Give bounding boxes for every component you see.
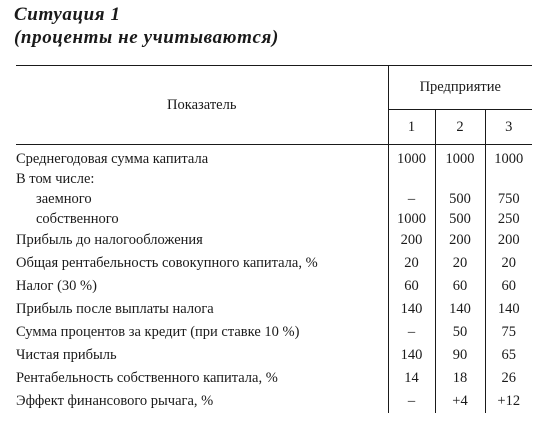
column-header-3: 3 [485, 110, 532, 145]
row-label: Среднегодовая сумма капитала [16, 145, 388, 170]
table-row [16, 209, 532, 229]
cell-value: 140 [400, 347, 423, 363]
cell-value: 75 [485, 321, 532, 344]
cell-value: 60 [485, 275, 532, 298]
row-label: Общая рентабельность совокупного капитала, % [16, 252, 388, 275]
cell-value: – [407, 190, 416, 207]
column-header-2: 2 [435, 110, 485, 145]
table-row [16, 367, 532, 390]
enterprise-header: Предприятие [388, 66, 532, 110]
cell-value: 500 [435, 209, 485, 229]
cell-value: 20 [435, 252, 485, 275]
cell-value: 65 [485, 344, 532, 367]
row-label: Прибыль до налогообложения [16, 229, 388, 252]
cell-value: – [407, 324, 416, 340]
cell-value: 26 [485, 367, 532, 390]
cell-value: 200 [435, 229, 485, 252]
table-row [16, 229, 532, 252]
cell-value: 60 [404, 278, 419, 294]
cell-value: – [407, 393, 416, 409]
cell-value: 1000 [397, 210, 426, 227]
row-label: Налог (30 %) [16, 275, 388, 298]
table-row [16, 344, 532, 367]
table-row [16, 252, 532, 275]
column-header-1: 1 [388, 110, 435, 145]
cell-value: 250 [485, 209, 532, 229]
cell-value: 500 [435, 189, 485, 209]
cell-value: 60 [435, 275, 485, 298]
row-label: заемного [16, 189, 388, 209]
leverage-table [16, 65, 532, 413]
cell-value: 50 [435, 321, 485, 344]
situation-subtitle: (проценты не учитываются) [14, 27, 279, 48]
table-row [16, 390, 532, 413]
row-label: Прибыль после выплаты налога [16, 298, 388, 321]
cell-value: 20 [404, 255, 419, 271]
row-label: В том числе: [16, 169, 388, 189]
row-label: собственного [16, 209, 388, 229]
cell-value: 20 [485, 252, 532, 275]
cell-value: 90 [435, 344, 485, 367]
indicator-header: Показатель [16, 66, 388, 145]
cell-value: 14 [404, 370, 419, 386]
row-label: Рентабельность собственного капитала, % [16, 367, 388, 390]
table-row [16, 321, 532, 344]
row-label: Чистая прибыль [16, 344, 388, 367]
row-label: Эффект финансового рычага, % [16, 390, 388, 413]
cell-value: 18 [435, 367, 485, 390]
cell-value: 200 [485, 229, 532, 252]
row-label: Сумма процентов за кредит (при ставке 10 %) [16, 321, 388, 344]
cell-value: 1000 [397, 150, 426, 167]
cell-value: 140 [435, 298, 485, 321]
cell-value: 140 [400, 301, 423, 317]
table-row [16, 169, 532, 189]
cell-value: 1000 [485, 145, 532, 170]
cell-value: 140 [485, 298, 532, 321]
table-row [16, 275, 532, 298]
cell-value: +12 [485, 390, 532, 413]
cell-value [485, 169, 532, 189]
cell-value [388, 169, 435, 189]
cell-value: 1000 [435, 145, 485, 170]
cell-value: 200 [400, 232, 423, 248]
situation-title: Ситуация 1 [14, 4, 121, 25]
table-row [16, 189, 532, 209]
table-row [16, 298, 532, 321]
cell-value: +4 [435, 390, 485, 413]
cell-value [435, 169, 485, 189]
table-row [16, 145, 532, 170]
cell-value: 750 [485, 189, 532, 209]
